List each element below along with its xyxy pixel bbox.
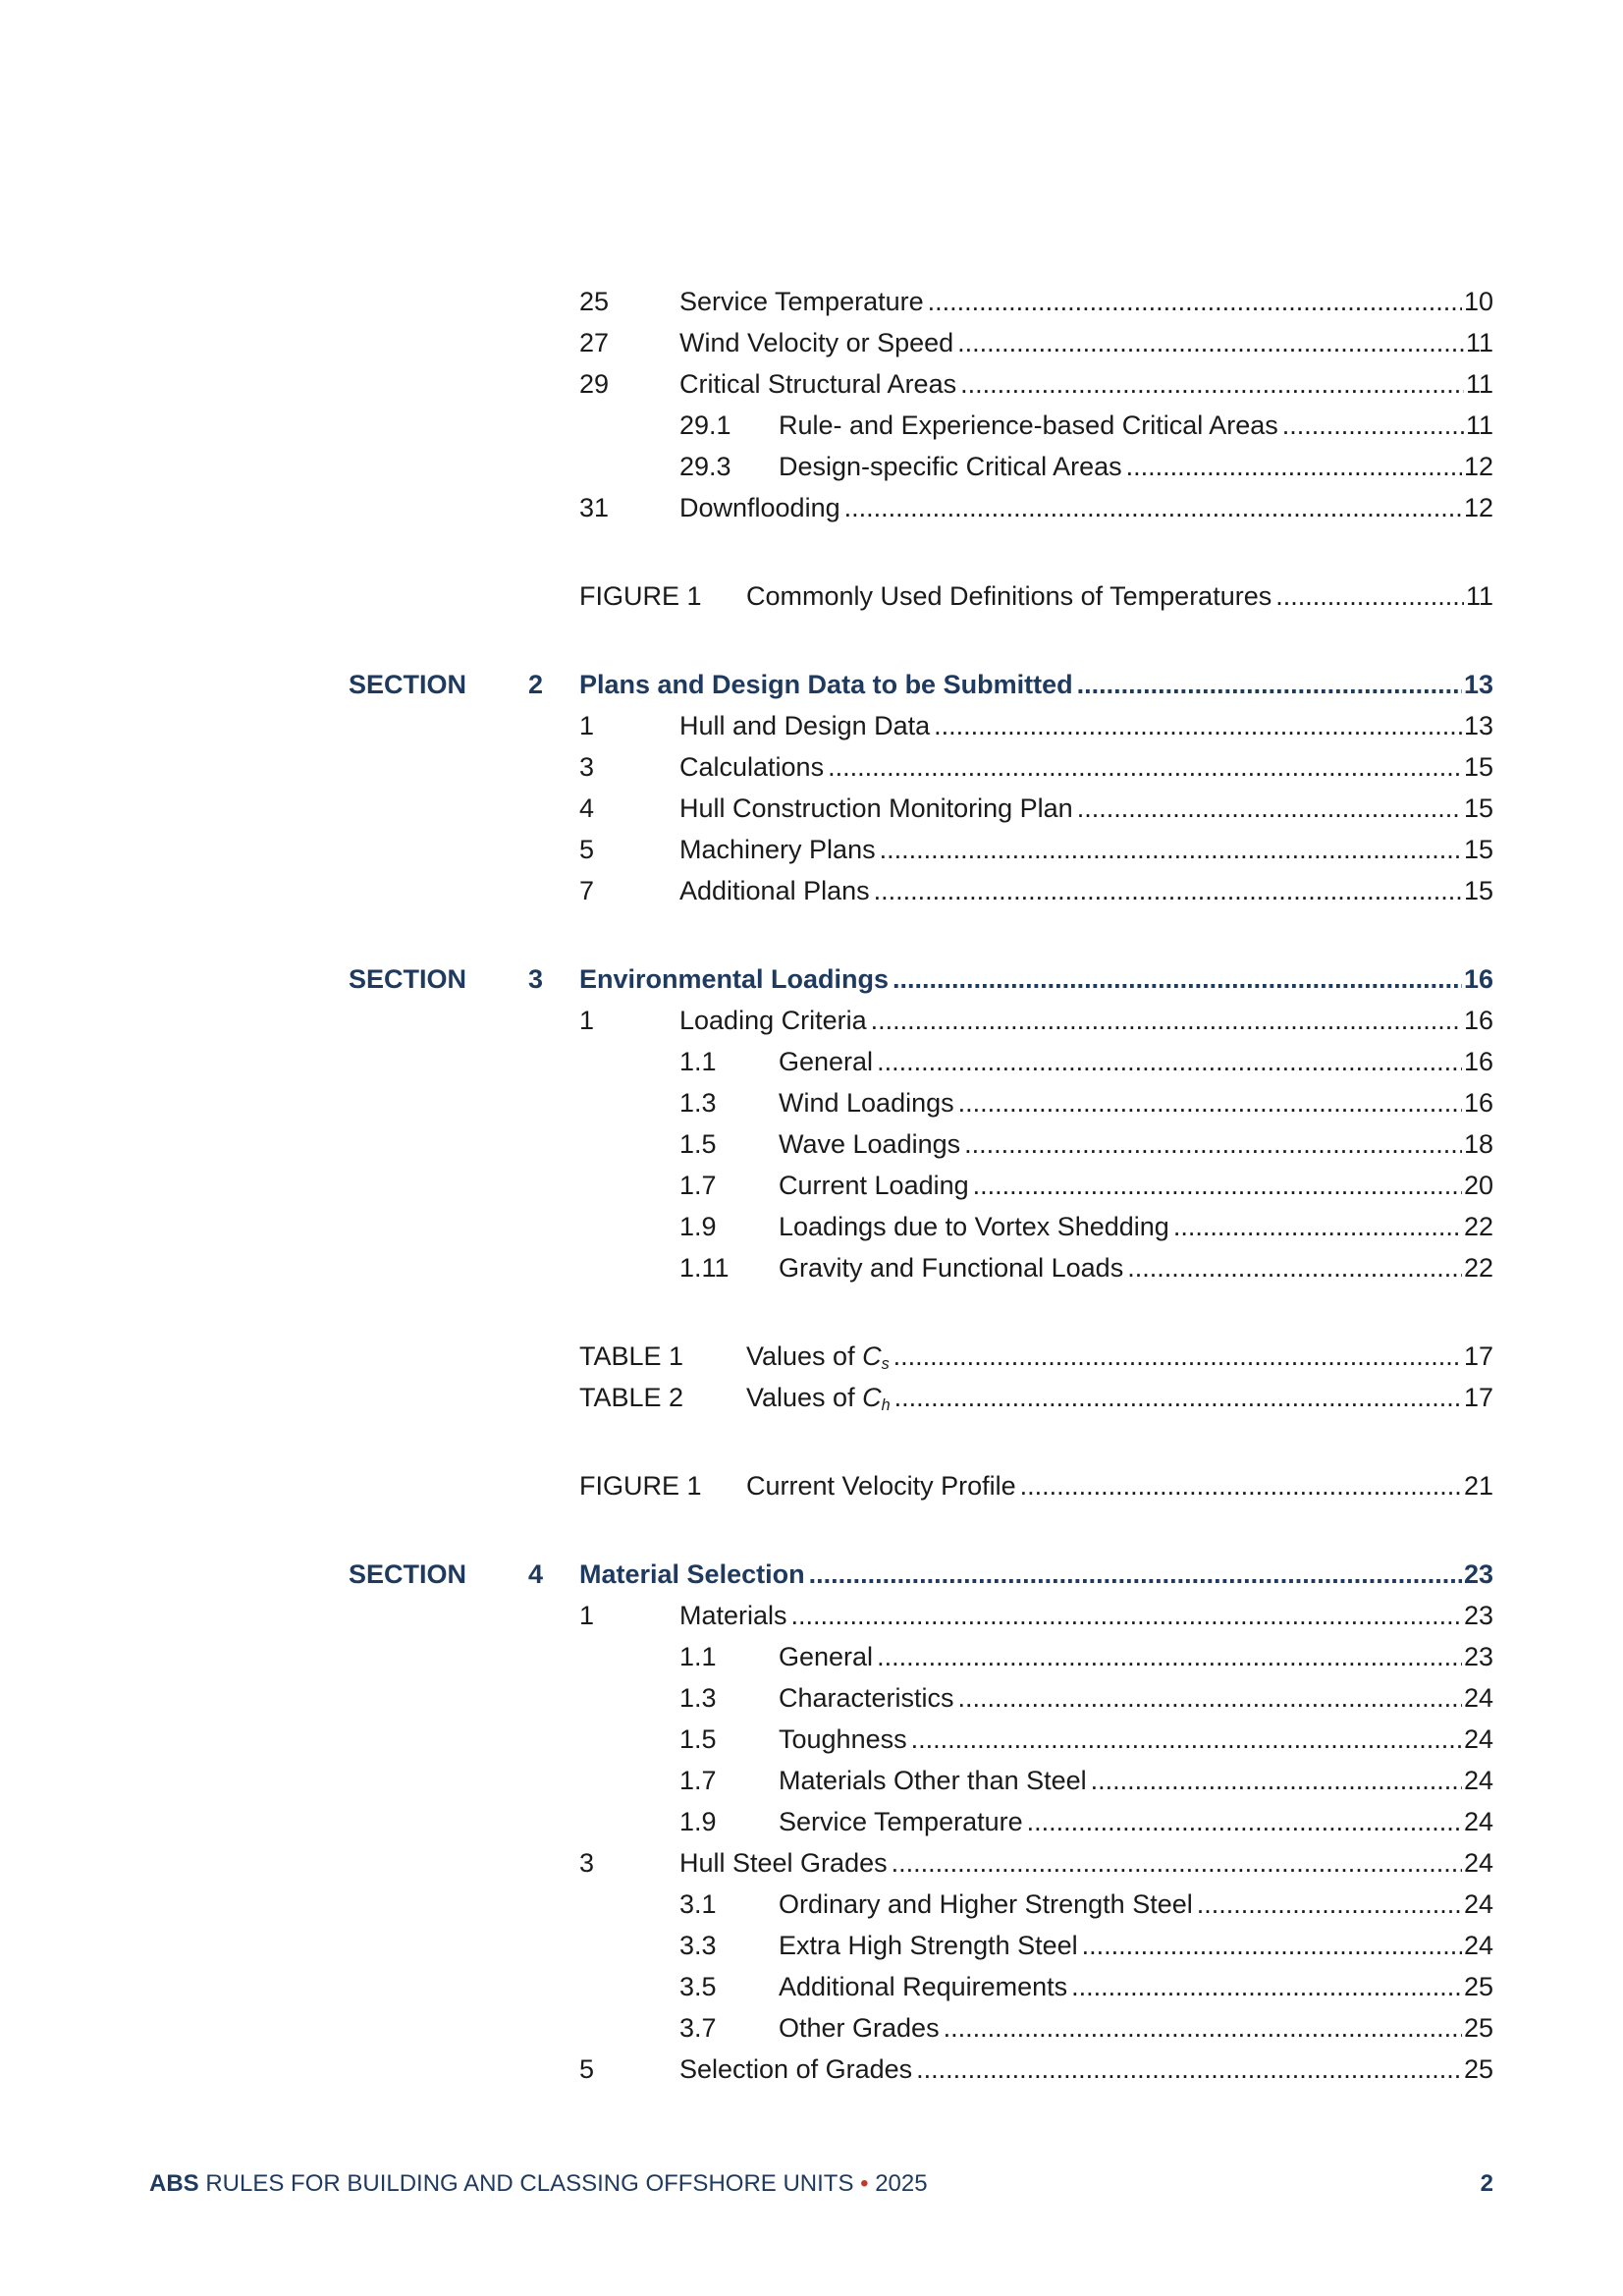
toc-entry-page: 15 — [1463, 835, 1493, 864]
dot-leader — [874, 870, 1462, 911]
toc-entry-title — [746, 1377, 894, 1418]
toc-entry[interactable] — [0, 1377, 1623, 1418]
toc-entry-page: 12 — [1463, 493, 1493, 522]
toc-entry-leader — [779, 1884, 1493, 1925]
toc-entry-leader — [779, 1206, 1493, 1247]
toc-entry-page: 24 — [1463, 1724, 1493, 1754]
footer-page-number: 2 — [1480, 2170, 1493, 2197]
toc-entry-leader — [779, 1760, 1493, 1801]
toc-entry-leader — [679, 1595, 1493, 1636]
toc-entry-leader — [679, 705, 1493, 746]
dot-leader — [894, 1377, 1462, 1418]
toc-entry-page: 16 — [1463, 1088, 1493, 1118]
toc-entry-title — [679, 870, 874, 911]
toc-entry-page: 24 — [1463, 1766, 1493, 1795]
toc-entry-number: 3.3 — [679, 1931, 717, 1960]
toc-entry-number: 1.3 — [679, 1683, 717, 1713]
toc-entry-number: 1.1 — [679, 1642, 717, 1671]
dot-leader — [973, 1165, 1462, 1206]
toc-entry-page: 11 — [1465, 410, 1493, 440]
toc-entry-title-text: Rule- and Experience-based Critical Areas — [779, 410, 1278, 440]
toc-entry-leader — [779, 2007, 1493, 2049]
toc-entry-number: 27 — [579, 328, 610, 357]
toc-section-heading[interactable] — [0, 958, 1623, 1000]
toc-entry-title — [579, 664, 1077, 705]
toc-entry[interactable] — [0, 1719, 1623, 1760]
dot-leader — [1020, 1465, 1462, 1506]
toc-entry-title — [679, 1595, 791, 1636]
toc-entry-title — [779, 1082, 958, 1123]
toc-entry-leader — [679, 829, 1493, 870]
toc-entry-number: FIGURE 1 — [579, 581, 702, 611]
toc-entry-title-text: Environmental Loadings — [579, 964, 890, 994]
toc-entry[interactable] — [0, 1595, 1623, 1636]
dot-leader — [1091, 1760, 1462, 1801]
toc-entry[interactable] — [0, 1465, 1623, 1506]
toc-entry[interactable] — [0, 575, 1623, 617]
toc-entry-title-text: Wind Velocity or Speed — [679, 328, 954, 357]
toc-entry-number: 29 — [579, 369, 610, 399]
dot-leader — [957, 322, 1464, 363]
toc-entry-page: 17 — [1463, 1383, 1493, 1412]
dot-leader — [1082, 1925, 1462, 1966]
toc-entry[interactable] — [0, 1842, 1623, 1884]
toc-entry-title-text: Selection of Grades — [679, 2054, 913, 2084]
toc-entry-leader — [679, 487, 1493, 528]
toc-entry-page: 12 — [1463, 452, 1493, 481]
toc-entry-title — [679, 788, 1077, 829]
dot-leader — [1173, 1206, 1462, 1247]
toc-entry-leader — [579, 1554, 1493, 1595]
toc-entry[interactable] — [0, 829, 1623, 870]
toc-entry-title — [679, 746, 828, 788]
toc-entry-leader — [746, 1465, 1493, 1506]
toc-entry-page: 17 — [1463, 1341, 1493, 1371]
dot-leader — [1127, 1247, 1462, 1288]
toc-entry-number: 1.7 — [679, 1171, 717, 1200]
toc-entry-title-text: Toughness — [779, 1724, 907, 1754]
dot-leader — [880, 829, 1462, 870]
toc-entry[interactable] — [0, 705, 1623, 746]
toc-entry[interactable] — [0, 870, 1623, 911]
section-number: 3 — [528, 964, 544, 994]
toc-entry-number: 1.3 — [679, 1088, 717, 1118]
toc-entry-page: 13 — [1463, 711, 1493, 740]
section-number: 2 — [528, 670, 544, 699]
toc-entry-title — [779, 1636, 877, 1677]
toc-entry-page: 15 — [1463, 793, 1493, 823]
toc-entry-title — [779, 1165, 973, 1206]
toc-entry-number: 5 — [579, 835, 595, 864]
toc-entry-leader — [779, 1801, 1493, 1842]
toc-entry-number: 1 — [579, 711, 595, 740]
toc-entry-title — [779, 1801, 1027, 1842]
toc-entry-number: 31 — [579, 493, 610, 522]
toc-entry-title-text: Hull Steel Grades — [679, 1848, 888, 1878]
toc-entry-leader — [679, 1000, 1493, 1041]
page-footer — [149, 2166, 1493, 2202]
dot-leader — [1282, 405, 1464, 446]
toc-entry-number: 7 — [579, 876, 595, 905]
toc-entry[interactable] — [0, 487, 1623, 528]
toc-entry-title-text: Materials — [679, 1601, 787, 1630]
toc-entry-title — [779, 405, 1282, 446]
toc-entry-title — [779, 1719, 911, 1760]
footer-title: RULES FOR BUILDING AND CLASSING OFFSHORE UNITS — [205, 2170, 854, 2197]
toc-entry-title — [679, 1000, 871, 1041]
toc-entry-page: 15 — [1463, 752, 1493, 782]
toc-entry-leader — [679, 363, 1493, 405]
toc-entry[interactable] — [0, 322, 1623, 363]
toc-entry-title-text: Loading Criteria — [679, 1006, 867, 1035]
toc-entry-number: TABLE 1 — [579, 1341, 684, 1371]
toc-entry-title-text: Service Temperature — [779, 1807, 1023, 1836]
toc-entry-leader — [779, 1082, 1493, 1123]
toc-entry-page: 15 — [1463, 876, 1493, 905]
dot-leader — [944, 2007, 1462, 2049]
toc-entry-leader — [779, 1636, 1493, 1677]
toc-entry-page: 21 — [1463, 1471, 1493, 1501]
dot-leader — [1077, 788, 1462, 829]
toc-entry-title-text: Material Selection — [579, 1559, 805, 1589]
dot-leader — [871, 1000, 1462, 1041]
footer-brand: ABS — [149, 2170, 199, 2197]
toc-entry-page: 25 — [1463, 2054, 1493, 2084]
toc-entry-title-text: Materials Other than Steel — [779, 1766, 1087, 1795]
toc-entry-title — [679, 363, 960, 405]
toc-entry-leader — [679, 2049, 1493, 2090]
variable-symbol: C — [862, 1383, 882, 1412]
section-label: SECTION — [349, 1559, 467, 1589]
dot-leader — [1275, 575, 1464, 617]
toc-entry-page: 23 — [1463, 1642, 1493, 1671]
toc-entry-title — [679, 487, 844, 528]
toc-entry-number: 1 — [579, 1601, 595, 1630]
toc-entry[interactable] — [0, 1801, 1623, 1842]
toc-entry-title — [679, 1842, 892, 1884]
toc-entry-title-subscript: s — [881, 1355, 890, 1373]
toc-entry-number: 1.1 — [679, 1047, 717, 1076]
dot-leader — [893, 958, 1462, 1000]
toc-entry[interactable] — [0, 1082, 1623, 1123]
toc-entry-page: 11 — [1465, 328, 1493, 357]
toc-entry-title-text: Gravity and Functional Loads — [779, 1253, 1124, 1283]
toc-entry-title-text: Critical Structural Areas — [679, 369, 957, 399]
table-of-contents — [0, 281, 1623, 2090]
toc-entry[interactable] — [0, 1884, 1623, 1925]
toc-entry-title — [579, 1554, 809, 1595]
toc-entry-title-text: Additional Plans — [679, 876, 870, 905]
section-label: SECTION — [349, 964, 467, 994]
dot-leader — [1077, 664, 1462, 705]
toc-entry-title-text: General — [779, 1047, 874, 1076]
dot-leader — [791, 1595, 1462, 1636]
toc-entry-number: 1.11 — [679, 1253, 730, 1283]
toc-entry-title — [779, 1041, 877, 1082]
toc-entry-page: 16 — [1463, 964, 1493, 994]
toc-entry-number: 3.1 — [679, 1889, 717, 1919]
toc-entry-title — [779, 1206, 1173, 1247]
toc-entry-leader — [679, 1842, 1493, 1884]
toc-entry-number: 1.9 — [679, 1807, 717, 1836]
toc-entry-title — [746, 575, 1275, 617]
toc-entry-number: 3 — [579, 752, 595, 782]
dot-leader — [1027, 1801, 1462, 1842]
section-number: 4 — [528, 1559, 544, 1589]
toc-entry[interactable] — [0, 1925, 1623, 1966]
toc-entry-number: 1.7 — [679, 1766, 717, 1795]
toc-entry-title — [679, 829, 880, 870]
toc-entry-leader — [779, 405, 1493, 446]
toc-entry[interactable] — [0, 281, 1623, 322]
toc-entry-title — [779, 1677, 958, 1719]
toc-entry-title-text: Ordinary and Higher Strength Steel — [779, 1889, 1193, 1919]
toc-entry[interactable] — [0, 1760, 1623, 1801]
toc-entry-title — [779, 1925, 1082, 1966]
toc-entry-page: 23 — [1463, 1601, 1493, 1630]
toc-entry-title — [779, 1884, 1197, 1925]
toc-entry[interactable] — [0, 1165, 1623, 1206]
dot-leader — [960, 363, 1464, 405]
dot-leader — [964, 1123, 1462, 1165]
toc-entry-title-text: Additional Requirements — [779, 1972, 1068, 2001]
toc-entry-title-text: Calculations — [679, 752, 825, 782]
toc-entry-title — [679, 2049, 916, 2090]
dot-leader — [877, 1636, 1462, 1677]
toc-entry[interactable] — [0, 2007, 1623, 2049]
dot-leader — [958, 1082, 1462, 1123]
toc-entry[interactable] — [0, 1636, 1623, 1677]
toc-entry-title-text: Commonly Used Definitions of Temperatures — [746, 581, 1272, 611]
toc-entry-page: 11 — [1465, 369, 1493, 399]
section-label: SECTION — [349, 670, 467, 699]
toc-entry-leader — [779, 1123, 1493, 1165]
toc-entry-title-text: Current Velocity Profile — [746, 1471, 1016, 1501]
toc-entry-number: 1 — [579, 1006, 595, 1035]
toc-entry-title-text: Other Grades — [779, 2013, 940, 2043]
toc-entry-leader — [679, 870, 1493, 911]
toc-entry-leader — [779, 1925, 1493, 1966]
toc-entry-page: 10 — [1463, 287, 1493, 316]
toc-entry-title-text: Downflooding — [679, 493, 840, 522]
toc-entry-leader — [579, 664, 1493, 705]
toc-entry-page: 16 — [1463, 1047, 1493, 1076]
toc-entry-title-text: Values of C — [746, 1341, 882, 1371]
toc-entry[interactable] — [0, 788, 1623, 829]
toc-entry[interactable] — [0, 405, 1623, 446]
toc-entry-title-text: Wind Loadings — [779, 1088, 954, 1118]
dot-leader — [892, 1842, 1462, 1884]
toc-entry-title-text: Extra High Strength Steel — [779, 1931, 1078, 1960]
dot-leader — [928, 281, 1462, 322]
toc-entry[interactable] — [0, 1336, 1623, 1377]
toc-entry-number: TABLE 2 — [579, 1383, 684, 1412]
toc-entry-title — [746, 1465, 1020, 1506]
toc-entry-number: 1.9 — [679, 1212, 717, 1241]
toc-entry-number: 4 — [579, 793, 595, 823]
toc-entry-title-text: Characteristics — [779, 1683, 954, 1713]
toc-entry-title-text: Current Loading — [779, 1171, 969, 1200]
toc-entry-title-text: Hull and Design Data — [679, 711, 931, 740]
toc-section-heading[interactable] — [0, 1554, 1623, 1595]
toc-section-heading[interactable] — [0, 664, 1623, 705]
dot-leader — [1126, 446, 1462, 487]
dot-leader — [958, 1677, 1462, 1719]
toc-entry-title-text: Machinery Plans — [679, 835, 876, 864]
toc-entry-page: 24 — [1463, 1931, 1493, 1960]
toc-entry-page: 22 — [1463, 1253, 1493, 1283]
toc-entry-page: 20 — [1463, 1171, 1493, 1200]
toc-entry-title — [579, 958, 893, 1000]
toc-entry-title — [679, 705, 934, 746]
dot-leader — [1071, 1966, 1462, 2007]
toc-entry-leader — [679, 746, 1493, 788]
toc-entry-title-text: Plans and Design Data to be Submitted — [579, 670, 1073, 699]
toc-entry-leader — [679, 281, 1493, 322]
toc-entry-number: 3.5 — [679, 1972, 717, 2001]
toc-entry-title-text: Hull Construction Monitoring Plan — [679, 793, 1073, 823]
toc-entry-page: 24 — [1463, 1683, 1493, 1713]
dot-leader — [916, 2049, 1462, 2090]
toc-entry-leader — [746, 1336, 1493, 1377]
toc-entry-title — [779, 1123, 964, 1165]
toc-entry-leader — [679, 322, 1493, 363]
toc-entry-title-subscript: h — [881, 1396, 891, 1414]
toc-entry-leader — [779, 1966, 1493, 2007]
toc-entry-number: 5 — [579, 2054, 595, 2084]
dot-leader — [828, 746, 1462, 788]
dot-leader — [934, 705, 1462, 746]
toc-entry-number: 1.5 — [679, 1724, 717, 1754]
toc-entry-page: 25 — [1463, 1972, 1493, 2001]
toc-entry-page: 25 — [1463, 2013, 1493, 2043]
toc-entry-page: 23 — [1463, 1559, 1493, 1589]
toc-entry-title — [746, 1336, 893, 1377]
toc-entry[interactable] — [0, 746, 1623, 788]
toc-entry-title — [779, 1760, 1091, 1801]
toc-entry-number: 3.7 — [679, 2013, 717, 2043]
toc-entry-number: 25 — [579, 287, 610, 316]
toc-entry[interactable] — [0, 1000, 1623, 1041]
footer-bullet: • — [860, 2170, 869, 2197]
toc-entry-leader — [779, 1165, 1493, 1206]
toc-entry-page: 13 — [1463, 670, 1493, 699]
toc-entry[interactable] — [0, 1123, 1623, 1165]
toc-entry-number: FIGURE 1 — [579, 1471, 702, 1501]
toc-entry-title — [779, 1247, 1127, 1288]
toc-entry-leader — [779, 446, 1493, 487]
toc-entry-page: 22 — [1463, 1212, 1493, 1241]
toc-entry-page: 18 — [1463, 1129, 1493, 1159]
toc-entry-page: 24 — [1463, 1848, 1493, 1878]
toc-entry-leader — [779, 1677, 1493, 1719]
dot-leader — [877, 1041, 1462, 1082]
toc-entry[interactable] — [0, 1966, 1623, 2007]
toc-entry-leader — [779, 1719, 1493, 1760]
toc-entry-title — [779, 2007, 944, 2049]
toc-entry-title-text: Service Temperature — [679, 287, 924, 316]
dot-leader — [911, 1719, 1462, 1760]
toc-entry-number: 3 — [579, 1848, 595, 1878]
toc-entry[interactable] — [0, 2049, 1623, 2090]
toc-entry[interactable] — [0, 1041, 1623, 1082]
footer-year: 2025 — [875, 2170, 928, 2197]
variable-symbol: C — [862, 1341, 882, 1371]
toc-entry-page: 16 — [1463, 1006, 1493, 1035]
toc-entry-title — [779, 446, 1126, 487]
toc-entry-title-text: Wave Loadings — [779, 1129, 961, 1159]
toc-entry-title — [779, 1966, 1071, 2007]
toc-entry-number: 1.5 — [679, 1129, 717, 1159]
dot-leader — [893, 1336, 1462, 1377]
dot-leader — [809, 1554, 1462, 1595]
dot-leader — [1197, 1884, 1462, 1925]
dot-leader — [844, 487, 1462, 528]
toc-entry-title — [679, 281, 928, 322]
toc-entry[interactable] — [0, 1247, 1623, 1288]
toc-entry-page: 11 — [1465, 581, 1493, 611]
toc-entry-title-text: Design-specific Critical Areas — [779, 452, 1122, 481]
toc-entry-title-text: General — [779, 1642, 874, 1671]
toc-entry-number: 29.3 — [679, 452, 731, 481]
toc-entry-title-text: Loadings due to Vortex Shedding — [779, 1212, 1169, 1241]
toc-entry-number: 29.1 — [679, 410, 731, 440]
toc-entry[interactable] — [0, 1677, 1623, 1719]
toc-entry-page: 24 — [1463, 1807, 1493, 1836]
toc-entry-page: 24 — [1463, 1889, 1493, 1919]
toc-entry[interactable] — [0, 446, 1623, 487]
toc-entry-leader — [746, 1377, 1493, 1418]
toc-entry-leader — [779, 1247, 1493, 1288]
toc-entry-leader — [779, 1041, 1493, 1082]
toc-entry-leader — [746, 575, 1493, 617]
toc-entry-title-text: Values of C — [746, 1383, 882, 1412]
toc-entry[interactable] — [0, 1206, 1623, 1247]
toc-entry-leader — [579, 958, 1493, 1000]
toc-entry[interactable] — [0, 363, 1623, 405]
toc-entry-leader — [679, 788, 1493, 829]
toc-entry-title — [679, 322, 957, 363]
